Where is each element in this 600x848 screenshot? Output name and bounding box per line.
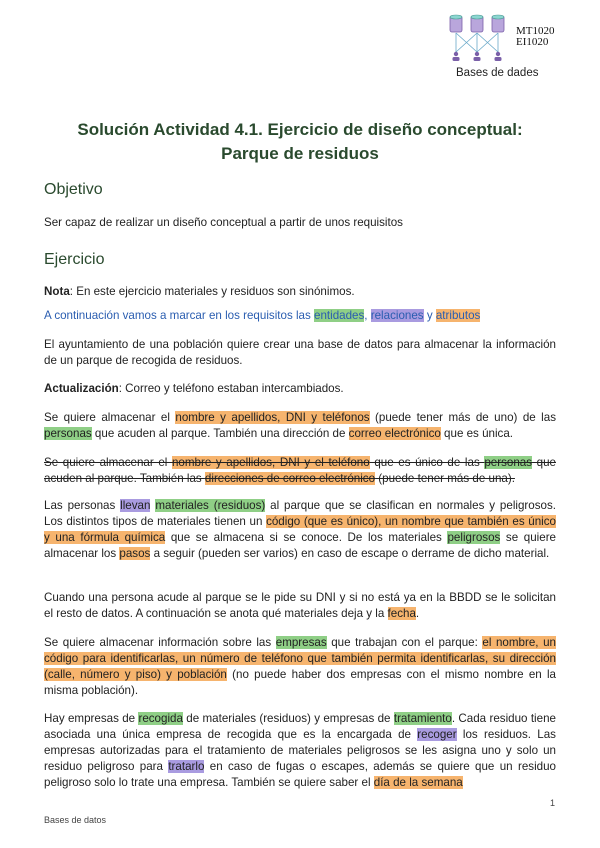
p2-t4: (puede tener más de una). <box>375 472 515 485</box>
paragraph-empresas <box>44 635 556 699</box>
p6-t3: . Cada residuo tiene asociada una única empresa de recogida que es la encargada de <box>44 712 556 741</box>
p3-entity-2: peligrosos <box>447 531 501 544</box>
heading-ejercicio: Ejercicio <box>44 251 105 268</box>
p2-entity-1: personas <box>484 456 533 469</box>
actualizacion-paragraph <box>44 381 556 397</box>
p4-t1: Cuando una persona acude al parque se le pide su DNI y si no está ya en la BBDD se le solicitan el resto de datos. A continuación se anota qué materiales deja y la <box>44 591 556 620</box>
course-code-2: EI1020 <box>516 36 549 48</box>
course-code <box>516 26 555 48</box>
page-title-line-1: Solución Actividad 4.1. Ejercicio de diseño conceptual: <box>77 120 523 139</box>
page-title-line-2: Parque de residuos <box>221 144 379 163</box>
actualizacion-label: Actualización <box>44 382 119 395</box>
p3-t6: a seguir (pueden ser varios) en caso de escape o derrame de dicho material. <box>150 547 550 560</box>
p2-attr-1: nombre y apellidos, DNI y el teléfono <box>171 456 370 469</box>
paragraph-materiales <box>44 498 556 562</box>
paragraph-visita <box>44 590 556 622</box>
p5-t1: Se quiere almacenar información sobre las <box>44 636 276 649</box>
nota-text: : En este ejercicio materiales y residuos son sinónimos. <box>69 285 355 298</box>
legend-sep1: , <box>364 309 371 322</box>
p3-attr-2: pasos <box>119 547 151 560</box>
p2-attr-2: direcciones de correo electrónico <box>204 472 376 485</box>
paragraph-personas-old <box>44 455 556 487</box>
objetivo-text: Ser capaz de realizar un diseño conceptual a partir de unos requisitos <box>44 216 403 229</box>
p6-t5: en caso de fugas o escapes, además se quiere que un residuo peligroso solo lo trate una empresa. También se quiere saber el <box>44 760 556 789</box>
legend-relaciones: relaciones <box>370 309 424 322</box>
database-network-icon <box>446 12 516 64</box>
paragraph-tipos-empresa <box>44 711 556 791</box>
p1-t4: que es única. <box>440 427 514 440</box>
legend-sep2: y <box>423 309 436 322</box>
course-logo <box>446 12 566 82</box>
course-code-1: MT1020 <box>516 25 555 37</box>
legend-entidades: entidades <box>314 309 365 322</box>
p3-t5: se quiere almacenar los <box>44 531 557 560</box>
p5-attr-1: el nombre, un código para identificarlas, un número de teléfono que también permita identificarlas, su dirección (calle, número y piso) y población <box>44 636 556 681</box>
nota-label: Nota <box>44 285 70 298</box>
heading-objetivo: Objetivo <box>44 181 103 198</box>
p3-t1: Las personas <box>44 499 121 512</box>
p3-entity-1: materiales (residuos) <box>155 499 266 512</box>
p5-t2: que trabajan con el parque: <box>326 636 483 649</box>
p4-attr-1: fecha <box>387 607 416 620</box>
p1-entity-1: personas <box>44 427 92 440</box>
p6-t2: de materiales (residuos) y empresas de <box>182 712 394 725</box>
legend-paragraph <box>44 308 556 324</box>
paragraph-personas <box>44 410 556 442</box>
p3-t3: al parque que se clasifican en normales y peligrosos. Los distintos tipos de materiales tienen un <box>44 499 556 528</box>
logo-caption: Bases de dades <box>456 67 539 79</box>
p1-attr-1: nombre y apellidos, DNI y teléfonos <box>175 411 370 424</box>
p6-entity-2: tratamiento <box>393 712 452 725</box>
p2-t2: que es único de las <box>369 456 485 469</box>
p6-entity-1: recogida <box>138 712 183 725</box>
p4-t2: . <box>415 607 420 620</box>
p1-attr-2: correo electrónico <box>348 427 441 440</box>
p6-attr-1: día de la semana <box>373 776 463 789</box>
nota-paragraph <box>44 284 556 300</box>
page-number: 1 <box>550 798 556 808</box>
page-title <box>40 118 560 166</box>
p1-t3: que acuden al parque. También una dirección de <box>91 427 349 440</box>
p3-t4: que se almacena si se conoce. De los materiales <box>165 531 448 544</box>
p6-t1: Hay empresas de <box>44 712 139 725</box>
p6-relation-1: recoger <box>417 728 457 741</box>
p6-relation-2: tratarlo <box>168 760 205 773</box>
p5-entity-1: empresas <box>275 636 327 649</box>
p6-t4: los residuos. Las empresas autorizadas para el tratamiento de materiales peligrosos se les asigna uno y solo un residuo peligroso para <box>44 728 556 773</box>
legend-pre: A continuación vamos a marcar en los requisitos las <box>44 309 315 322</box>
p5-t3: (no puede haber dos empresas con el mismo nombre en la misma población). <box>44 668 556 697</box>
p1-t1: Se quiere almacenar el <box>44 411 176 424</box>
p3-attr-1: código (que es único), un nombre que también es único y una fórmula química <box>44 515 556 544</box>
p2-t1: Se quiere almacenar el <box>44 456 172 469</box>
actualizacion-text: : Correo y teléfono estaban intercambiados. <box>118 382 344 395</box>
p2-t3: que acuden al parque. También las <box>44 456 556 485</box>
legend-atributos: atributos <box>435 309 481 322</box>
p3-relation-1: llevan <box>120 499 151 512</box>
p1-t2: (puede tener más de uno) de las <box>369 411 557 424</box>
footer-text: Bases de datos <box>44 815 107 825</box>
intro-paragraph: El ayuntamiento de una población quiere crear una base de datos para almacenar la información de un parque de recogida de residuos. <box>44 338 556 367</box>
